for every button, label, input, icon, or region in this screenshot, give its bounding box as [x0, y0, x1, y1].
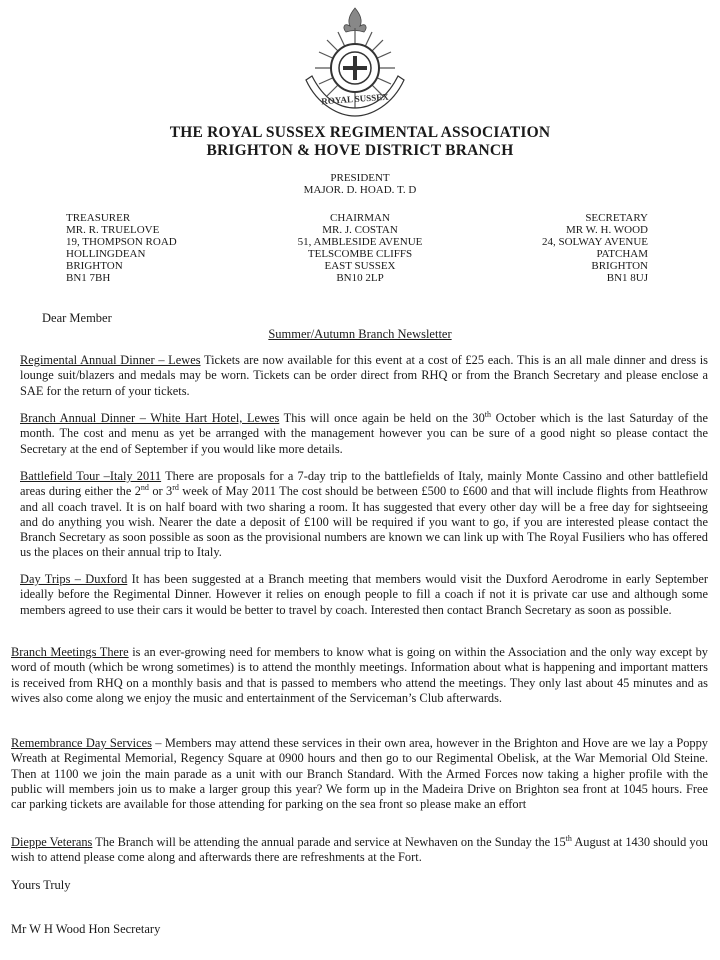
- regimental-crest-icon: [300, 6, 410, 124]
- section-body: week of May 2011 The cost should be between £500 to £600 and that will include flights from Heathrow and all coach travel. It is on half board with two sharing a room. It has suggested that every other day will be a free day for sightseeing and do anything you wish. Nearer the date a deposit of £100 will be required if you want to go, if you are interested please contact the Branch Secretary as soon possible as soon as the provisional numbers are known we can link up with The Royal Fusiliers who has offered us the places on their annual trip to Italy.: [20, 484, 708, 560]
- section-heading: Regimental Annual Dinner – Lewes: [20, 353, 201, 367]
- chairman-line: EAST SUSSEX: [324, 260, 396, 272]
- section-heading: Remembrance Day Services: [11, 736, 152, 750]
- section-body: The Branch will be attending the annual parade and service at Newhaven on the Sunday the 15: [92, 835, 566, 849]
- section-body: Tickets are now available for this event at a cost of £25 each. This is an all male dinner and dress is lounge suit/blazers and medals may be worn. Tickets can be order direct from RHQ or from the Branch Secretary and please enclose a SAE for the return of your tickets.: [20, 353, 708, 398]
- greeting: Dear Member: [42, 311, 112, 325]
- signoff: Yours Truly: [11, 878, 71, 892]
- branch-title: BRIGHTON & HOVE DISTRICT BRANCH: [206, 142, 514, 159]
- secretary-line: BRIGHTON: [591, 260, 648, 272]
- chairman-line: MR. J. COSTAN: [322, 224, 398, 236]
- newsletter-title: Summer/Autumn Branch Newsletter: [268, 327, 452, 341]
- ordinal-suffix: th: [565, 833, 572, 843]
- section-remembrance: [11, 736, 708, 812]
- section-body: August at 1430 should you wish to attend please come along and afterwards there are refreshments at the Fort.: [11, 835, 708, 865]
- ordinal-suffix: rd: [172, 483, 179, 493]
- treasurer-line: MR. R. TRUELOVE: [66, 224, 160, 236]
- section-heading: Dieppe Veterans: [11, 835, 93, 849]
- chairman-line: BN10 2LP: [336, 272, 384, 284]
- president-title: PRESIDENT: [330, 172, 390, 184]
- signature: Mr W H Wood Hon Secretary: [11, 922, 161, 936]
- section-body: October which is the last Saturday of the month. The cost and menu as yet be arranged with the management however you can be sure of a good night so please contact the Secretary at the end of September if you would like more details.: [20, 411, 708, 456]
- treasurer-line: TREASURER: [66, 212, 131, 224]
- section-heading: Battlefield Tour –Italy 2011: [20, 469, 162, 483]
- ordinal-suffix: th: [484, 409, 492, 419]
- treasurer-line: HOLLINGDEAN: [66, 248, 146, 260]
- section-body: is an ever-growing need for members to know what is going on within the Association and the only way except by word of mouth (which be wrong sometimes) is to attend the monthly meetings. Information about what is happening and important matters is received from RHQ on a monthly basis and that is passed to members who attend the meetings. They only last about 45 minutes and as wives also come along we enjoy the music and entertainment of the Serviceman’s Club afterwards.: [11, 645, 708, 705]
- treasurer-block: [66, 212, 177, 284]
- chairman-line: CHAIRMAN: [330, 212, 390, 224]
- section-heading: Day Trips – Duxford: [20, 572, 128, 586]
- crest-ribbon-text: ROYAL SUSSEX: [320, 91, 389, 107]
- secretary-line: 24, SOLWAY AVENUE: [541, 236, 648, 248]
- section-body: or 3: [148, 484, 173, 499]
- secretary-line: SECRETARY: [585, 212, 648, 224]
- section-day-trips: [20, 572, 708, 618]
- section-body: It has been suggested at a Branch meeting that members would visit the Duxford Aerodrome in early September ideally before the Regimental Dinner. However it relies on enough people to fill a coach if not it is private car use and although some members agreed to use their cars it would be better to travel by coach. Interested then contact Branch Secretary as soon as possible.: [20, 572, 708, 617]
- section-regimental-dinner: [20, 353, 708, 399]
- section-body: There are proposals for a 7-day trip to the battlefields of Italy, mainly Monte Cassino and other battlefield areas during either the 2: [20, 469, 708, 499]
- treasurer-line: BRIGHTON: [66, 260, 123, 272]
- association-title: THE ROYAL SUSSEX REGIMENTAL ASSOCIATION: [169, 124, 551, 141]
- section-heading: Branch Annual Dinner – White Hart Hotel, Lewes: [20, 411, 280, 425]
- secretary-line: PATCHAM: [596, 248, 648, 260]
- treasurer-line: BN1 7BH: [66, 272, 111, 284]
- ordinal-suffix: nd: [140, 483, 149, 493]
- chairman-line: TELSCOMBE CLIFFS: [307, 248, 413, 260]
- section-heading: Branch Meetings There: [11, 645, 129, 659]
- treasurer-line: 19, THOMPSON ROAD: [66, 236, 177, 248]
- chairman-line: 51, AMBLESIDE AVENUE: [297, 236, 423, 248]
- section-branch-dinner: [20, 411, 708, 457]
- chairman-block: [270, 212, 450, 284]
- secretary-line: MR W. H. WOOD: [565, 224, 648, 236]
- section-battlefield-tour: [20, 469, 708, 561]
- secretary-line: BN1 8UJ: [606, 272, 648, 284]
- president-name: MAJOR. D. HOAD. T. D: [303, 184, 417, 196]
- section-body: This will once again be held on the 30: [279, 411, 485, 425]
- secretary-block: [480, 212, 648, 284]
- section-dieppe-veterans: [11, 835, 708, 866]
- section-body: – Members may attend these services in their own area, however in the Brighton and Hove are we lay a Poppy Wreath at Regimental Memorial, Regency Square at 0900 hours and then go to our Regimental Obelisk, at the War Memorial Old Steine. Then at 1100 we join the main parade as a unit with our Branch Standard. With the Armed Forces now taking a higher profile with the public will members join us to make a larger group this year? We form up in the Madeira Drive on Brighton sea front at 1045 hours. Free car parking tickets are available for those attending for parking on the sea front so please make an effort: [11, 736, 708, 812]
- section-branch-meetings: [11, 645, 708, 706]
